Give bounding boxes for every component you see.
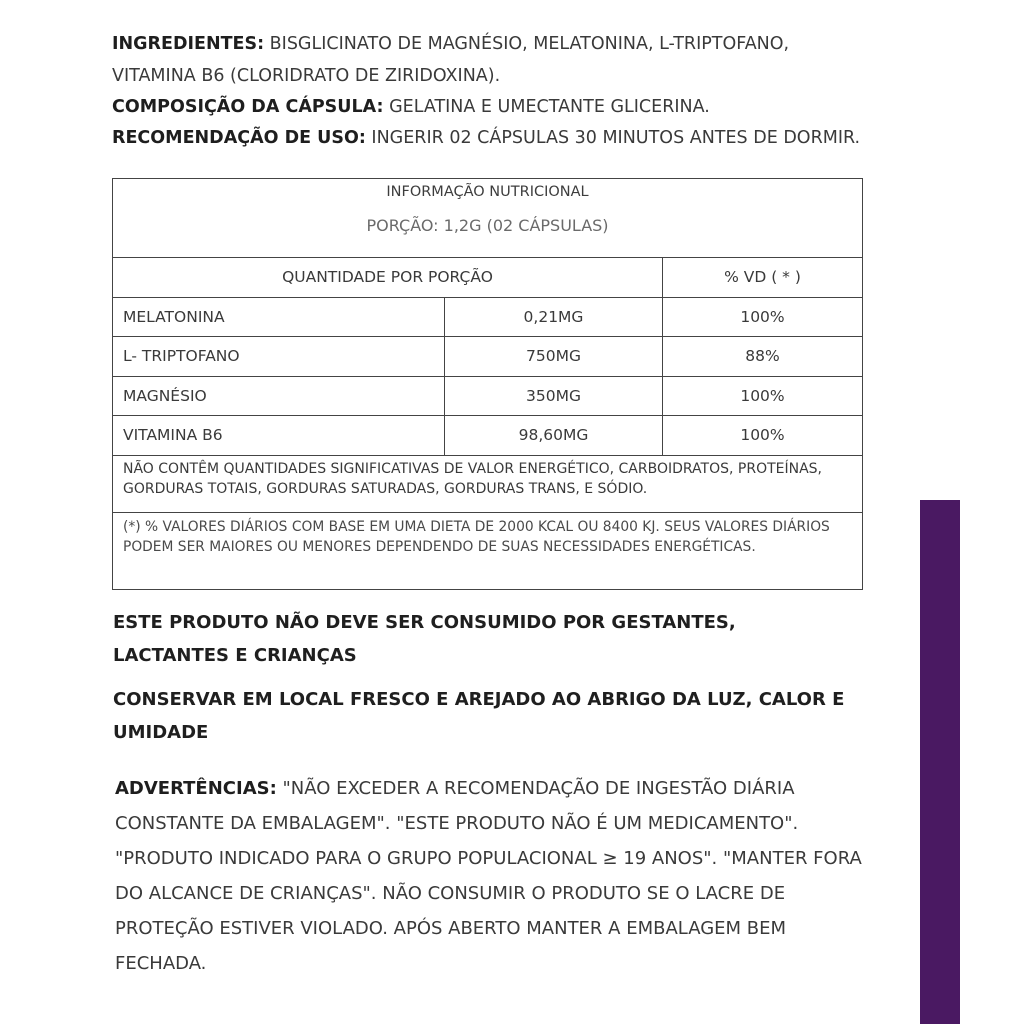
advertencias-paragraph: [115, 771, 875, 981]
nutrient-amount: 350MG: [445, 377, 663, 416]
nutrient-name: MAGNÉSIO: [113, 377, 445, 416]
nutrition-table: [112, 178, 863, 590]
advertencias-label: ADVERTÊNCIAS:: [115, 778, 277, 799]
ingredients-label: INGREDIENTES:: [112, 34, 265, 54]
nutrition-title: INFORMAÇÃO NUTRICIONAL: [386, 184, 589, 200]
nutrient-name: MELATONINA: [113, 298, 445, 337]
nutrition-column-headers: [113, 258, 862, 298]
nutrient-vd: 100%: [740, 426, 785, 445]
capsule-text: GELATINA E UMECTANTE GLICERINA.: [383, 97, 710, 117]
nutrition-portion: PORÇÃO: 1,2G (02 CÁPSULAS): [366, 216, 609, 235]
capsule-label: COMPOSIÇÃO DA CÁPSULA:: [112, 97, 384, 117]
table-row: [113, 298, 862, 338]
vd-header: % VD ( * ): [724, 268, 801, 287]
usage-text: INGERIR 02 CÁPSULAS 30 MINUTOS ANTES DE DORMIR.: [365, 128, 861, 148]
usage-paragraph: [112, 122, 872, 154]
accent-side-bar: [920, 500, 960, 1024]
nutrient-amount: 0,21MG: [445, 298, 663, 337]
daily-values-note: (*) % VALORES DIÁRIOS COM BASE EM UMA DIETA DE 2000 KCAL OU 8400 KJ. SEUS VALORES DIÁRIOS PODEM SER MAIORES OU MENORES DEPENDENDO DE SUAS NECESSIDADES ENERGÉTICAS.: [123, 518, 830, 555]
product-info-block: [112, 28, 872, 154]
ingredients-text: BISGLICINATO DE MAGNÉSIO, MELATONINA, L-TRIPTOFANO, VITAMINA B6 (CLORIDRATO DE ZIRIDOXINA).: [112, 34, 790, 86]
consumption-warning: ESTE PRODUTO NÃO DEVE SER CONSUMIDO POR GESTANTES, LACTANTES E CRIANÇAS: [113, 612, 736, 666]
table-row: [113, 416, 862, 456]
table-row: [113, 377, 862, 417]
nutrient-amount: 750MG: [445, 337, 663, 376]
capsule-paragraph: [112, 92, 872, 122]
nutrition-table-header: [113, 179, 862, 258]
nutrient-name: L- TRIPTOFANO: [113, 337, 445, 376]
table-row: [113, 337, 862, 377]
quantity-header: QUANTIDADE POR PORÇÃO: [113, 258, 663, 297]
nutrient-amount: 98,60MG: [445, 416, 663, 455]
nutrient-name: VITAMINA B6: [113, 416, 445, 455]
nutrient-vd: 100%: [740, 307, 785, 326]
advertencias-text: "NÃO EXCEDER A RECOMENDAÇÃO DE INGESTÃO DIÁRIA CONSTANTE DA EMBALAGEM". "ESTE PRODUTO NÃO É UM MEDICAMENTO". "PRODUTO INDICADO PARA O GRUPO POPULACIONAL ≥ 19 ANOS". "MANTER FORA DO ALCANCE DE CRIANÇAS". NÃO CONSUMIR O PRODUTO SE O LACRE DE PROTEÇÃO ESTIVER VIOLADO. APÓS ABERTO MANTER A EMBALAGEM BEM FECHADA.: [115, 778, 862, 974]
usage-label: RECOMENDAÇÃO DE USO:: [112, 128, 366, 148]
insignificant-note: NÃO CONTÊM QUANTIDADES SIGNIFICATIVAS DE VALOR ENERGÉTICO, CARBOIDRATOS, PROTEÍNAS, GORDURAS TOTAIS, GORDURAS SATURADAS, GORDURAS TRANS, E SÓDIO.: [113, 456, 862, 513]
nutrient-vd: 100%: [740, 386, 785, 405]
ingredients-paragraph: [112, 28, 872, 92]
storage-instructions: CONSERVAR EM LOCAL FRESCO E AREJADO AO ABRIGO DA LUZ, CALOR E UMIDADE: [113, 689, 845, 743]
nutrient-vd: 88%: [745, 347, 780, 366]
